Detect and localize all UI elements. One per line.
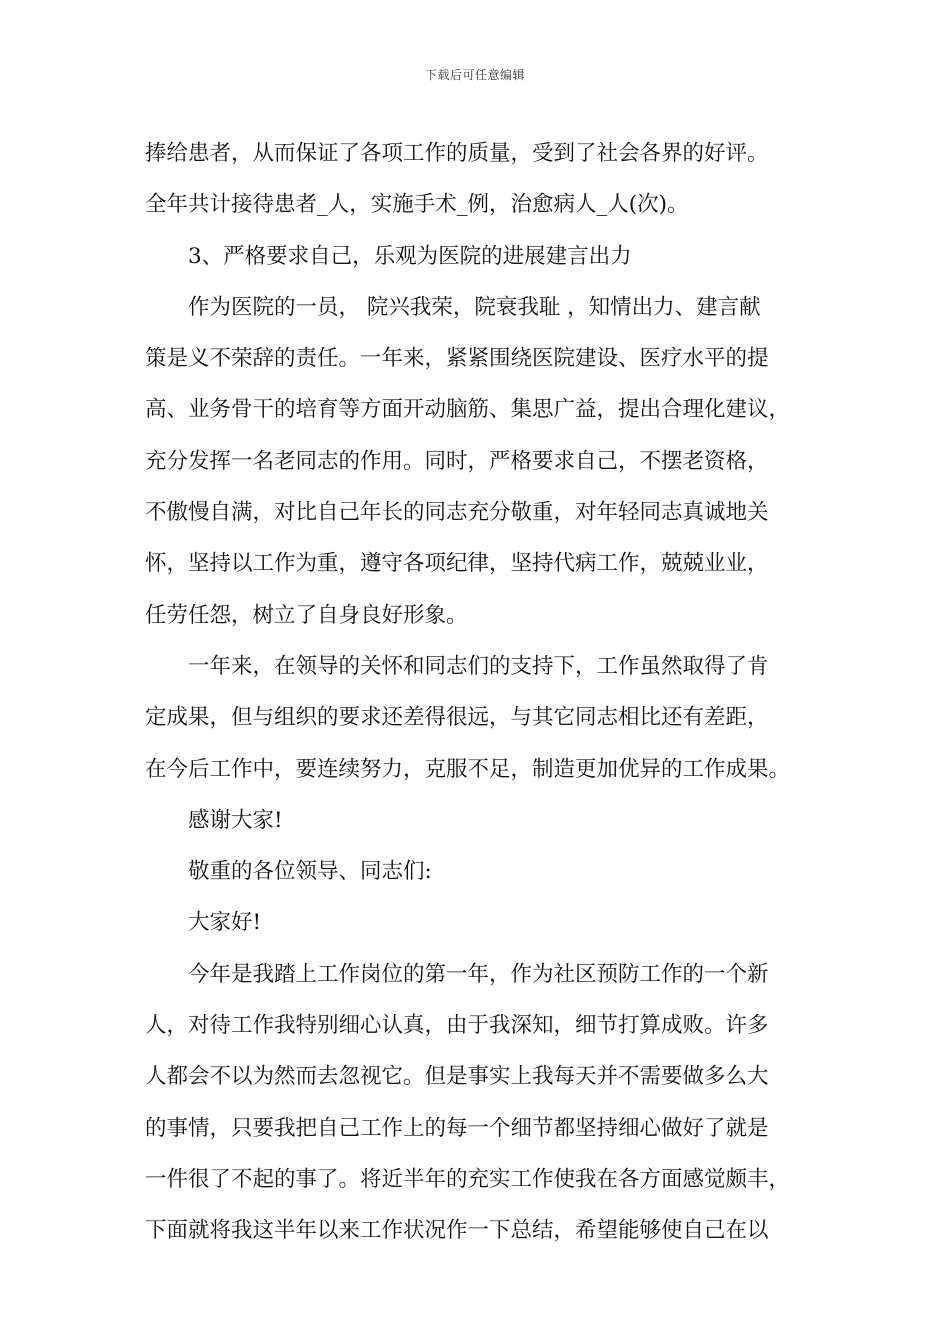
- text-line: 一年来，在领导的关怀和同志们的支持下，工作虽然取得了肯: [188, 653, 769, 679]
- document-body: [145, 128, 807, 1257]
- text-line: 充分发挥一名老同志的作用。同时，严格要求自己，不摆老资格，: [145, 448, 769, 474]
- page-header: 下载后可任意编辑: [424, 68, 525, 82]
- text-line: 全年共计接待患者_人，实施手术_例，治愈病人_人(次)。: [145, 192, 689, 218]
- text-line: 的事情，只要我把自己工作上的每一个细节都坚持细心做好了就是: [145, 1115, 769, 1141]
- text-line: 人，对待工作我特别细心认真，由于我深知，细节打算成败。许多: [145, 1013, 769, 1039]
- text-line: 高、业务骨干的培育等方面开动脑筋、集思广益，提出合理化建议，: [145, 397, 791, 423]
- text-line: 感谢大家!: [188, 807, 283, 833]
- text-line: 不傲慢自满，对比自己年长的同志充分敬重，对年轻同志真诚地关: [145, 500, 769, 526]
- text-line: 任劳任怨，树立了自身良好形象。: [145, 602, 468, 628]
- text-line: 3、严格要求自己，乐观为医院的进展建言出力: [188, 243, 632, 269]
- text-line: 一件很了不起的事了。将近半年的充实工作使我在各方面感觉颇丰，: [145, 1166, 791, 1192]
- text-line: 策是义不荣辞的责任。一年来，紧紧围绕医院建设、医疗水平的提: [145, 346, 769, 372]
- text-line: 作为医院的一员， 院兴我荣，院衰我耻 ，知情出力、建言献: [188, 294, 761, 320]
- text-line: 怀，坚持以工作为重，遵守各项纪律，坚持代病工作，兢兢业业，: [145, 551, 769, 577]
- text-line: 定成果，但与组织的要求还差得很远，与其它同志相比还有差距，: [145, 705, 769, 731]
- text-line: 捧给患者，从而保证了各项工作的质量，受到了社会各界的好评。: [145, 141, 769, 166]
- text-line: 下面就将我这半年以来工作状况作一下总结，希望能够使自己在以: [145, 1218, 769, 1244]
- text-line: 在今后工作中，要连续努力，克服不足，制造更加优异的工作成果。: [145, 756, 791, 782]
- text-line: 大家好!: [188, 910, 262, 936]
- text-line: 人都会不以为然而去忽视它。但是事实上我每天并不需要做多么大: [145, 1064, 769, 1090]
- text-line: 今年是我踏上工作岗位的第一年，作为社区预防工作的一个新: [188, 961, 769, 987]
- text-line: 敬重的各位领导、同志们:: [188, 859, 432, 885]
